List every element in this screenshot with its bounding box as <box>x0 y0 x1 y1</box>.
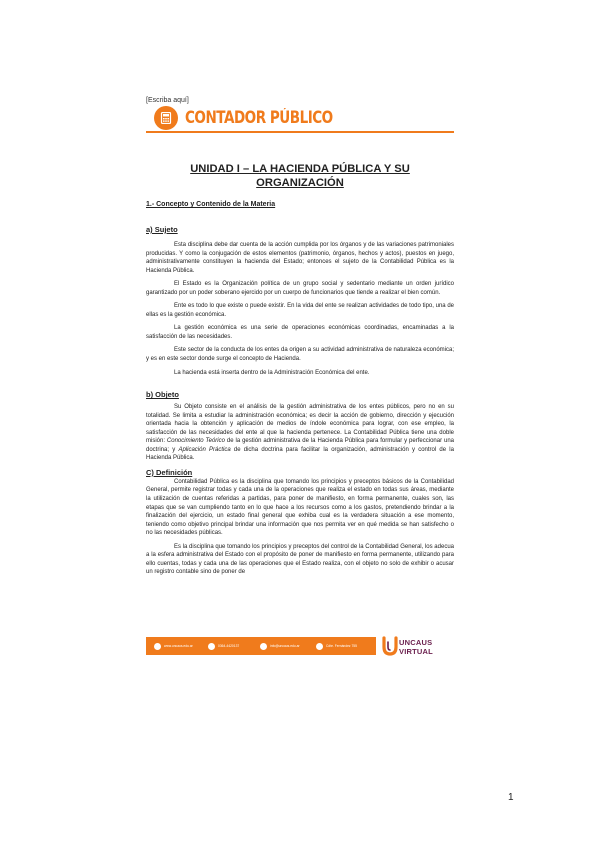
header-divider <box>146 131 454 133</box>
document-subtitle: 1.- Concepto y Contenido de la Materia <box>146 201 276 208</box>
mail-icon <box>260 643 267 650</box>
section-heading-definicion: C) Definición <box>146 467 193 477</box>
paragraph: La hacienda está inserta dentro de la Administración Económica del ente. <box>174 369 370 376</box>
footer-item-text: Cdte. Fernández 755 <box>326 644 357 648</box>
paragraph-text: de la gestión administrativa de la Hacienda Pública para formular y perfeccionar una doctrina; y <box>146 438 454 453</box>
footer-item-text: 0364-4420137 <box>218 644 240 648</box>
header-brand-title: CONTADOR PÚBLICO <box>185 108 333 127</box>
page-number: 1 <box>508 792 514 803</box>
footer-item <box>316 641 357 651</box>
paragraph: Ente es todo lo que existe o puede existir. En la vida del ente se realizan actividades de todo tipo, una de ellas es la gestión económica. <box>146 303 454 318</box>
footer-item <box>208 641 239 651</box>
footer-item-text: www.uncaus.edu.ar <box>164 644 193 648</box>
paragraph <box>146 403 454 463</box>
footer-item <box>154 641 193 651</box>
paragraph: Esta disciplina debe dar cuenta de la acción cumplida por los órganos y de las variaciones patrimoniales producidas. Y como la conjugación de estos elementos (patrimonio, órganos, hechos y actos), puestos en juego, administrativamente constituyen la hacienda del Estado; entonces el sujeto de la Contabilidad Pública es la Hacienda Pública. <box>146 242 454 274</box>
web-icon <box>154 643 161 650</box>
uncaus-virtual-logo <box>382 636 454 658</box>
uncaus-logo-text: UNCAUS <box>399 638 433 647</box>
paragraph-text: Su Objeto consiste en el análisis de la gestión administrativa de los entes públicos, pero no en su totalidad. Se limita a estudiar la administración económica; es decir la acción de gobierno, dirección y ejecución orientada hacia la obtención y aplicación de medios de índole económica para lograr, con ese empleo, la satisfacción de las necesidades del ente al que la hacienda pertenece. La Contabilidad Pública tiene una doble misión: <box>146 404 454 445</box>
header-placeholder-text: [Escriba aquí] <box>146 97 189 104</box>
paragraph: La gestión económica es una serie de operaciones económicas coordinadas, encaminadas a la satisfacción de las necesidades. <box>146 325 454 340</box>
footer-item <box>260 641 300 651</box>
document-body <box>146 162 454 582</box>
emphasis-text: Aplicación Práctica <box>178 446 231 453</box>
uncaus-logo-icon <box>382 636 398 656</box>
calculator-icon <box>154 106 178 130</box>
paragraph-text: de dicha doctrina para facilitar la organización, administración y control de la Hacienda Pública. <box>146 446 454 462</box>
section-heading-objeto: b) Objeto <box>146 390 179 400</box>
section-heading-sujeto: a) Sujeto <box>146 225 178 234</box>
footer-item-text: info@uncaus.edu.ar <box>270 644 300 648</box>
paragraph: Es la disciplina que tomando los principios y preceptos del control de la Contabilidad General, los adecua a la esfera administrativa del Estado con el propósito de poner de manifiesto en forma permanente, utilizando para ello cuentas, todas y cada una de las operaciones que el Estado realiza, con el objeto no solo de exhibir o acusar un registro contable sino de poner de <box>146 543 454 576</box>
paragraph: Este sector de la conducta de los entes da origen a su actividad administrativa de naturaleza económica; y es en este sector donde surge el concepto de Hacienda. <box>146 347 454 363</box>
uncaus-logo-subtext: VIRTUAL <box>399 647 433 656</box>
paragraph: Contabilidad Pública es la disciplina que tomando los principios y preceptos básicos de la Contabilidad General, permite registrar todas y cada una de la operaciones que realiza el estado en todas sus áreas, mediante la utilización de cuentas referidas a partidas, para poner de manifiesto, en forma permanente, cuales son, las etapas que se van cumpliendo tanto en lo que hace a los recursos como a los gastos, pretendiendo brindar a la finalización del ejercicio, un estado final general que exhiba cual es la verdadera situación a ese momento, teniendo como objetivo principal brindar una información que nos permita ver en qué medida se han satisfecho o no las necesidades públicas. <box>146 478 454 537</box>
paragraph: El Estado es la Organización política de un grupo social y sedentario mediante un orden jurídico garantizado por un poder soberano ejercido por un cuerpo de funcionarios que tiende a realizar el bien común. <box>146 281 454 296</box>
document-title: UNIDAD I – LA HACIENDA PÚBLICA Y SU ORGANIZACIÓN <box>190 163 410 189</box>
phone-icon <box>208 643 215 650</box>
footer-contact-bar <box>146 637 376 655</box>
emphasis-text: Conocimiento Teórico <box>166 438 225 445</box>
location-icon <box>316 643 323 650</box>
